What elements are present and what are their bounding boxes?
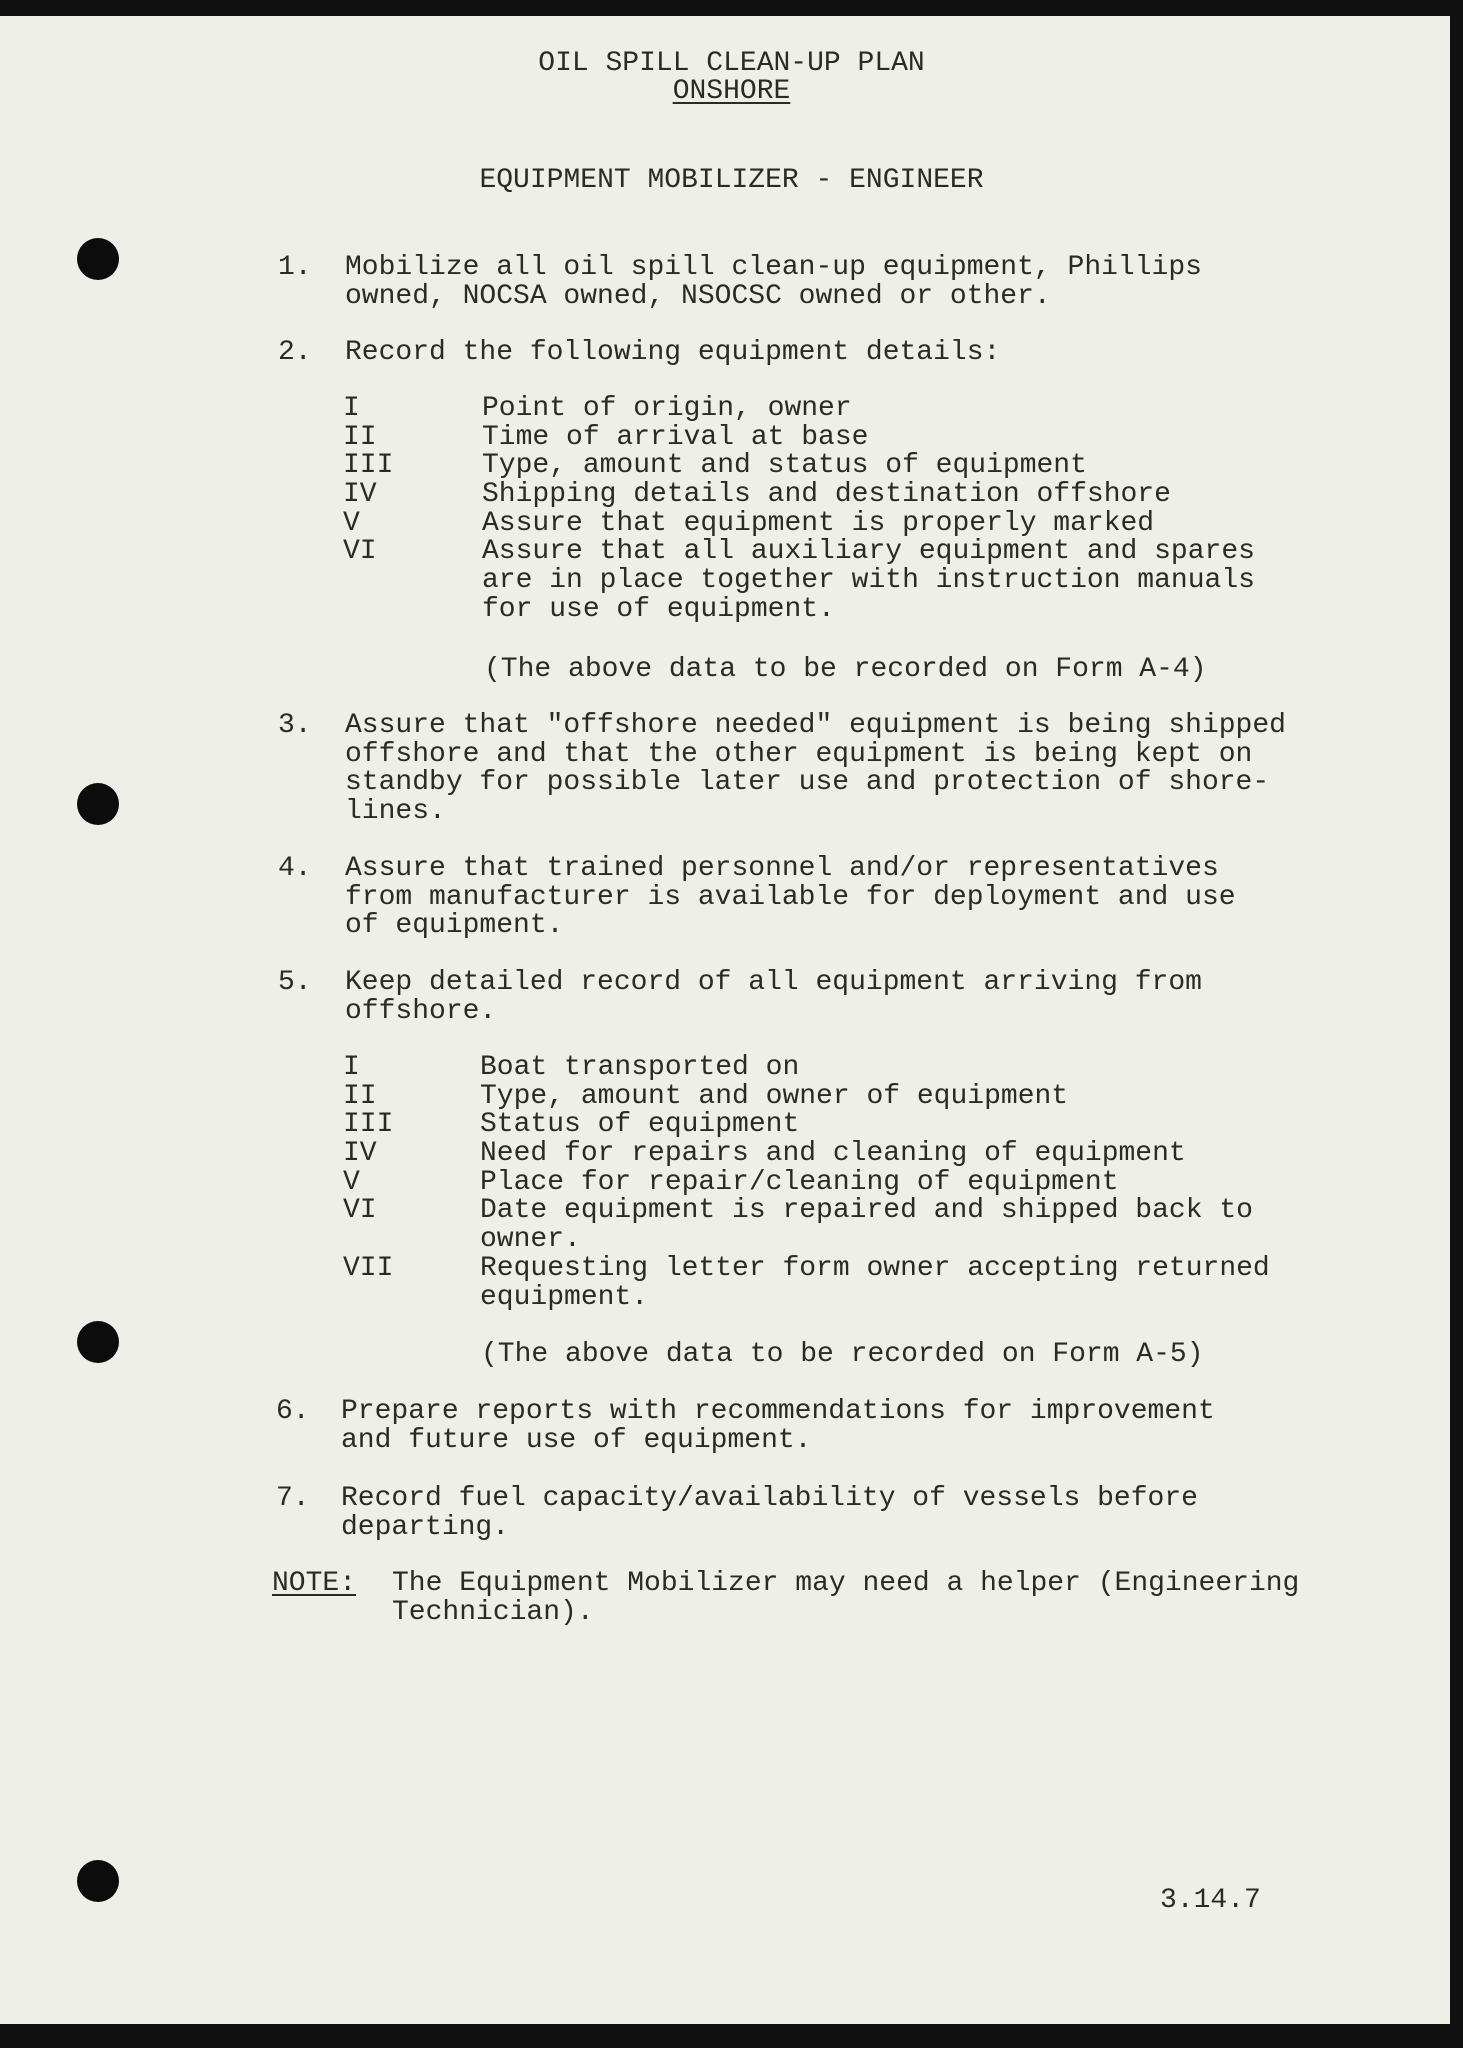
punch-hole	[77, 238, 119, 280]
item-text: Assure that trained personnel and/or representatives from manufacturer is available for deployment and use of equipment.	[345, 853, 1236, 942]
roman-numeral: I	[343, 1052, 360, 1083]
sublist-text: Boat transported on	[480, 1052, 800, 1083]
sublist-row	[0, 1111, 1450, 1140]
sublist-text: Date equipment is repaired and shipped back to owner.	[480, 1195, 1253, 1256]
item-number: 6.	[276, 1396, 310, 1427]
section-heading: EQUIPMENT MOBILIZER - ENGINEER	[479, 165, 984, 196]
item-number: 2.	[278, 337, 312, 368]
item-number: 4.	[278, 853, 312, 884]
sublist-row	[0, 481, 1450, 510]
item-text: Assure that "offshore needed" equipment is being shipped offshore and that the other equipment is being kept on standby for possible later use and protection of shore- lines.	[345, 710, 1286, 828]
item-text: Mobilize all oil spill clean-up equipment, Phillips owned, NOCSA owned, NSOCSC owned or other.	[345, 252, 1202, 312]
punch-hole	[77, 783, 119, 825]
item-number: 1.	[278, 252, 312, 283]
sublist-text: Time of arrival at base	[482, 421, 869, 453]
sublist-text: Shipping details and destination offshore	[482, 479, 1171, 511]
item-text: Keep detailed record of all equipment arriving from offshore.	[345, 967, 1202, 1027]
punch-hole	[77, 1321, 119, 1363]
sublist-row	[0, 1054, 1450, 1083]
sublist-text: Type, amount and owner of equipment	[480, 1080, 1069, 1112]
sublist-row	[0, 507, 1450, 539]
sublist-row	[0, 452, 1450, 481]
form-note-a5: (The above data to be recorded on Form A-5)	[481, 1339, 1204, 1370]
roman-numeral: V	[343, 507, 360, 539]
note-text: The Equipment Mobilizer may need a helper (Engineering Technician).	[392, 1568, 1300, 1628]
document-subtitle: ONSHORE	[672, 76, 791, 107]
note-label: NOTE:	[272, 1568, 357, 1599]
sublist-text: Need for repairs and cleaning of equipment	[480, 1138, 1186, 1170]
roman-numeral: IV	[343, 1138, 377, 1170]
form-note-a4: (The above data to be recorded on Form A-4)	[484, 654, 1207, 685]
document-page	[0, 16, 1450, 2024]
sublist-text: Point of origin, owner	[482, 393, 852, 424]
roman-numeral: II	[343, 1080, 377, 1112]
roman-numeral: III	[343, 1109, 394, 1141]
sublist-row	[0, 1166, 1450, 1198]
roman-numeral: III	[343, 450, 394, 482]
sublist-text: Assure that all auxiliary equipment and spares are in place together with instruction manuals for use of equipment.	[482, 536, 1255, 625]
sublist-row	[0, 395, 1450, 424]
sublist-text: Place for repair/cleaning of equipment	[480, 1166, 1119, 1198]
item-text: Record the following equipment details:	[345, 337, 1001, 368]
page-number: 3.14.7	[1160, 1885, 1261, 1916]
sublist-2	[0, 395, 1450, 624]
sublist-row	[0, 1140, 1450, 1169]
roman-numeral: V	[343, 1166, 360, 1198]
roman-numeral: VI	[343, 1195, 377, 1227]
punch-hole	[77, 1860, 119, 1902]
sublist-row	[0, 538, 1450, 624]
sublist-row	[0, 1197, 1450, 1254]
item-number: 3.	[278, 710, 312, 741]
sublist-row	[0, 1080, 1450, 1112]
item-number: 7.	[276, 1483, 310, 1514]
roman-numeral: VI	[343, 536, 377, 568]
sublist-5	[0, 1054, 1450, 1312]
sublist-text: Status of equipment	[480, 1109, 800, 1141]
sublist-text: Assure that equipment is properly marked	[482, 507, 1155, 539]
roman-numeral: IV	[343, 479, 377, 511]
roman-numeral: VII	[343, 1252, 394, 1284]
roman-numeral: II	[343, 421, 377, 453]
sublist-text: Type, amount and status of equipment	[482, 450, 1087, 482]
sublist-row	[0, 1252, 1450, 1313]
sublist-text: Requesting letter form owner accepting returned equipment.	[480, 1252, 1270, 1313]
item-number: 5.	[278, 967, 312, 998]
sublist-row	[0, 421, 1450, 453]
item-text: Prepare reports with recommendations for improvement and future use of equipment.	[341, 1396, 1215, 1456]
item-text: Record fuel capacity/availability of vessels before departing.	[341, 1483, 1198, 1543]
document-title: OIL SPILL CLEAN-UP PLAN	[538, 48, 925, 79]
roman-numeral: I	[343, 393, 360, 424]
